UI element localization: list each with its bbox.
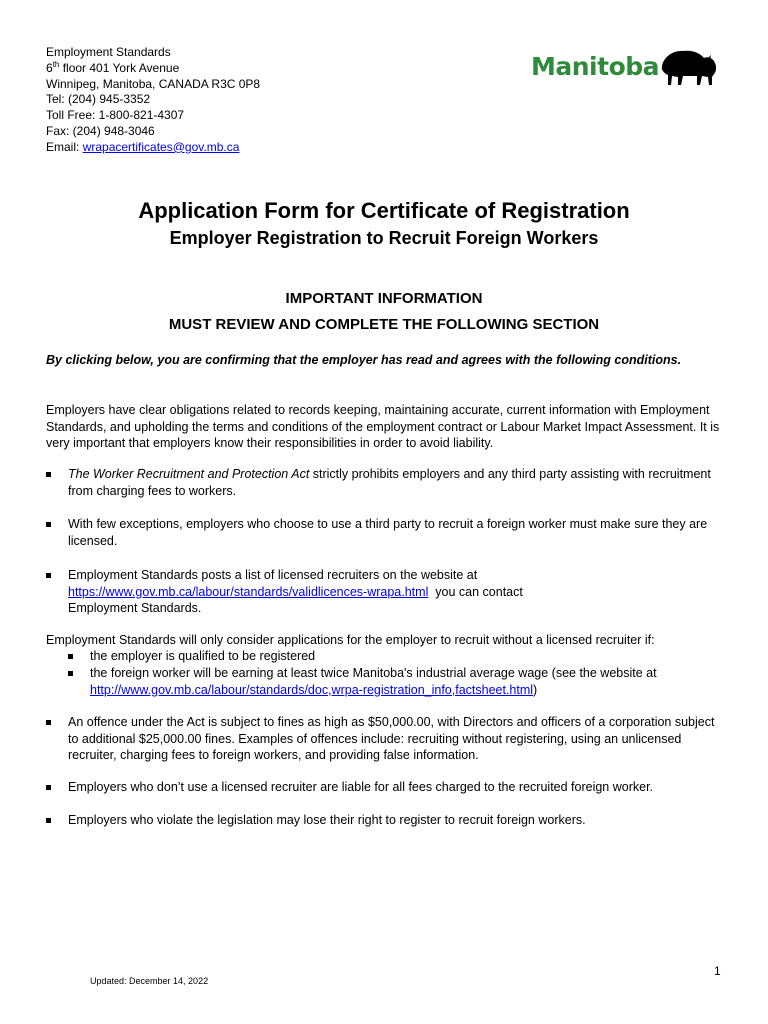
sub-list-item: the employer is qualified to be registered [68, 648, 738, 665]
toll-free: Toll Free: 1-800-821-4307 [46, 108, 185, 123]
city-line: Winnipeg, Manitoba, CANADA R3C 0P8 [46, 76, 261, 91]
review-heading: MUST REVIEW AND COMPLETE THE FOLLOWING SECTION [168, 316, 600, 333]
important-heading: IMPORTANT INFORMATION [285, 290, 483, 307]
page-number: 1 [714, 964, 721, 978]
bullet-icon [68, 671, 73, 676]
bullet-icon [46, 522, 51, 527]
street-address: 6th floor 401 York Avenue [46, 59, 180, 75]
telephone: Tel: (204) 945-3352 [46, 92, 151, 107]
manitoba-logo [531, 44, 723, 92]
list-item: With few exceptions, employers who choose to use a third party to recruit a foreign worker must make sure they are licensed. [46, 516, 726, 549]
list-item: The Worker Recruitment and Protection Act strictly prohibits employers and any third party assisting with recruitment from charging fees to workers. [46, 466, 726, 499]
address-block [46, 45, 260, 156]
form-subtitle: Employer Registration to Recruit Foreign Workers [169, 228, 599, 248]
logo-wordmark: Manitoba [531, 52, 660, 81]
intro-paragraph: Employers have clear obligations related to records keeping, maintaining accurate, current information with Employment Standards, and upholding the terms and conditions of the employment contract or Labour Market Impact Assessment. It is very important that employers know their responsibilities in order to avoid liability. [46, 403, 720, 450]
form-title: Application Form for Certificate of Registration [138, 198, 630, 223]
list-item: Employment Standards posts a list of licensed recruiters on the website at https://www.gov.mb.ca/labour/standards/validlicences-wrapa.html you can contact Employment Standards. [46, 567, 726, 617]
licences-link[interactable]: https://www.gov.mb.ca/labour/standards/validlicences-wrapa.html [68, 584, 429, 599]
bullet-icon [68, 654, 73, 659]
email-line: Email: wrapacertificates@gov.mb.ca [46, 139, 240, 154]
updated-date: Updated: December 14, 2022 [90, 976, 209, 986]
bullet-icon [46, 573, 51, 578]
list-item: An offence under the Act is subject to fines as high as $50,000.00, with Directors and officers of a corporation subject to additional $25,000.00 fines. Examples of offences include: recruiting without registering, using an unlicensed recruiter, charging fees to foreign workers, and providing false information. [46, 714, 726, 764]
list-item: Employers who violate the legislation may lose their right to register to recruit foreign workers. [46, 812, 726, 829]
bison-icon [658, 46, 720, 88]
factsheet-link[interactable]: http://www.gov.mb.ca/labour/standards/doc,wrpa-registration_info,factsheet.html [90, 682, 534, 697]
org-name: Employment Standards [46, 45, 171, 59]
fax: Fax: (204) 948-3046 [46, 123, 155, 138]
bullet-icon [46, 785, 51, 790]
email-link[interactable]: wrapacertificates@gov.mb.ca [82, 139, 240, 154]
bullet-icon [46, 818, 51, 823]
bullet-icon [46, 472, 51, 477]
bullet-icon [46, 720, 51, 725]
list-item: Employers who don’t use a licensed recruiter are liable for all fees charged to the recruited foreign worker. [46, 779, 726, 796]
confirmation-statement: By clicking below, you are confirming that the employer has read and agrees with the following conditions. [46, 353, 682, 367]
sub-list-item: the foreign worker will be earning at least twice Manitoba's industrial average wage (see the website at http://www.gov.mb.ca/labour/standards/doc,wrpa-registration_info,factsheet.html) [68, 665, 738, 698]
consider-paragraph: Employment Standards will only consider applications for the employer to recruit without a licensed recruiter if: [46, 633, 655, 647]
